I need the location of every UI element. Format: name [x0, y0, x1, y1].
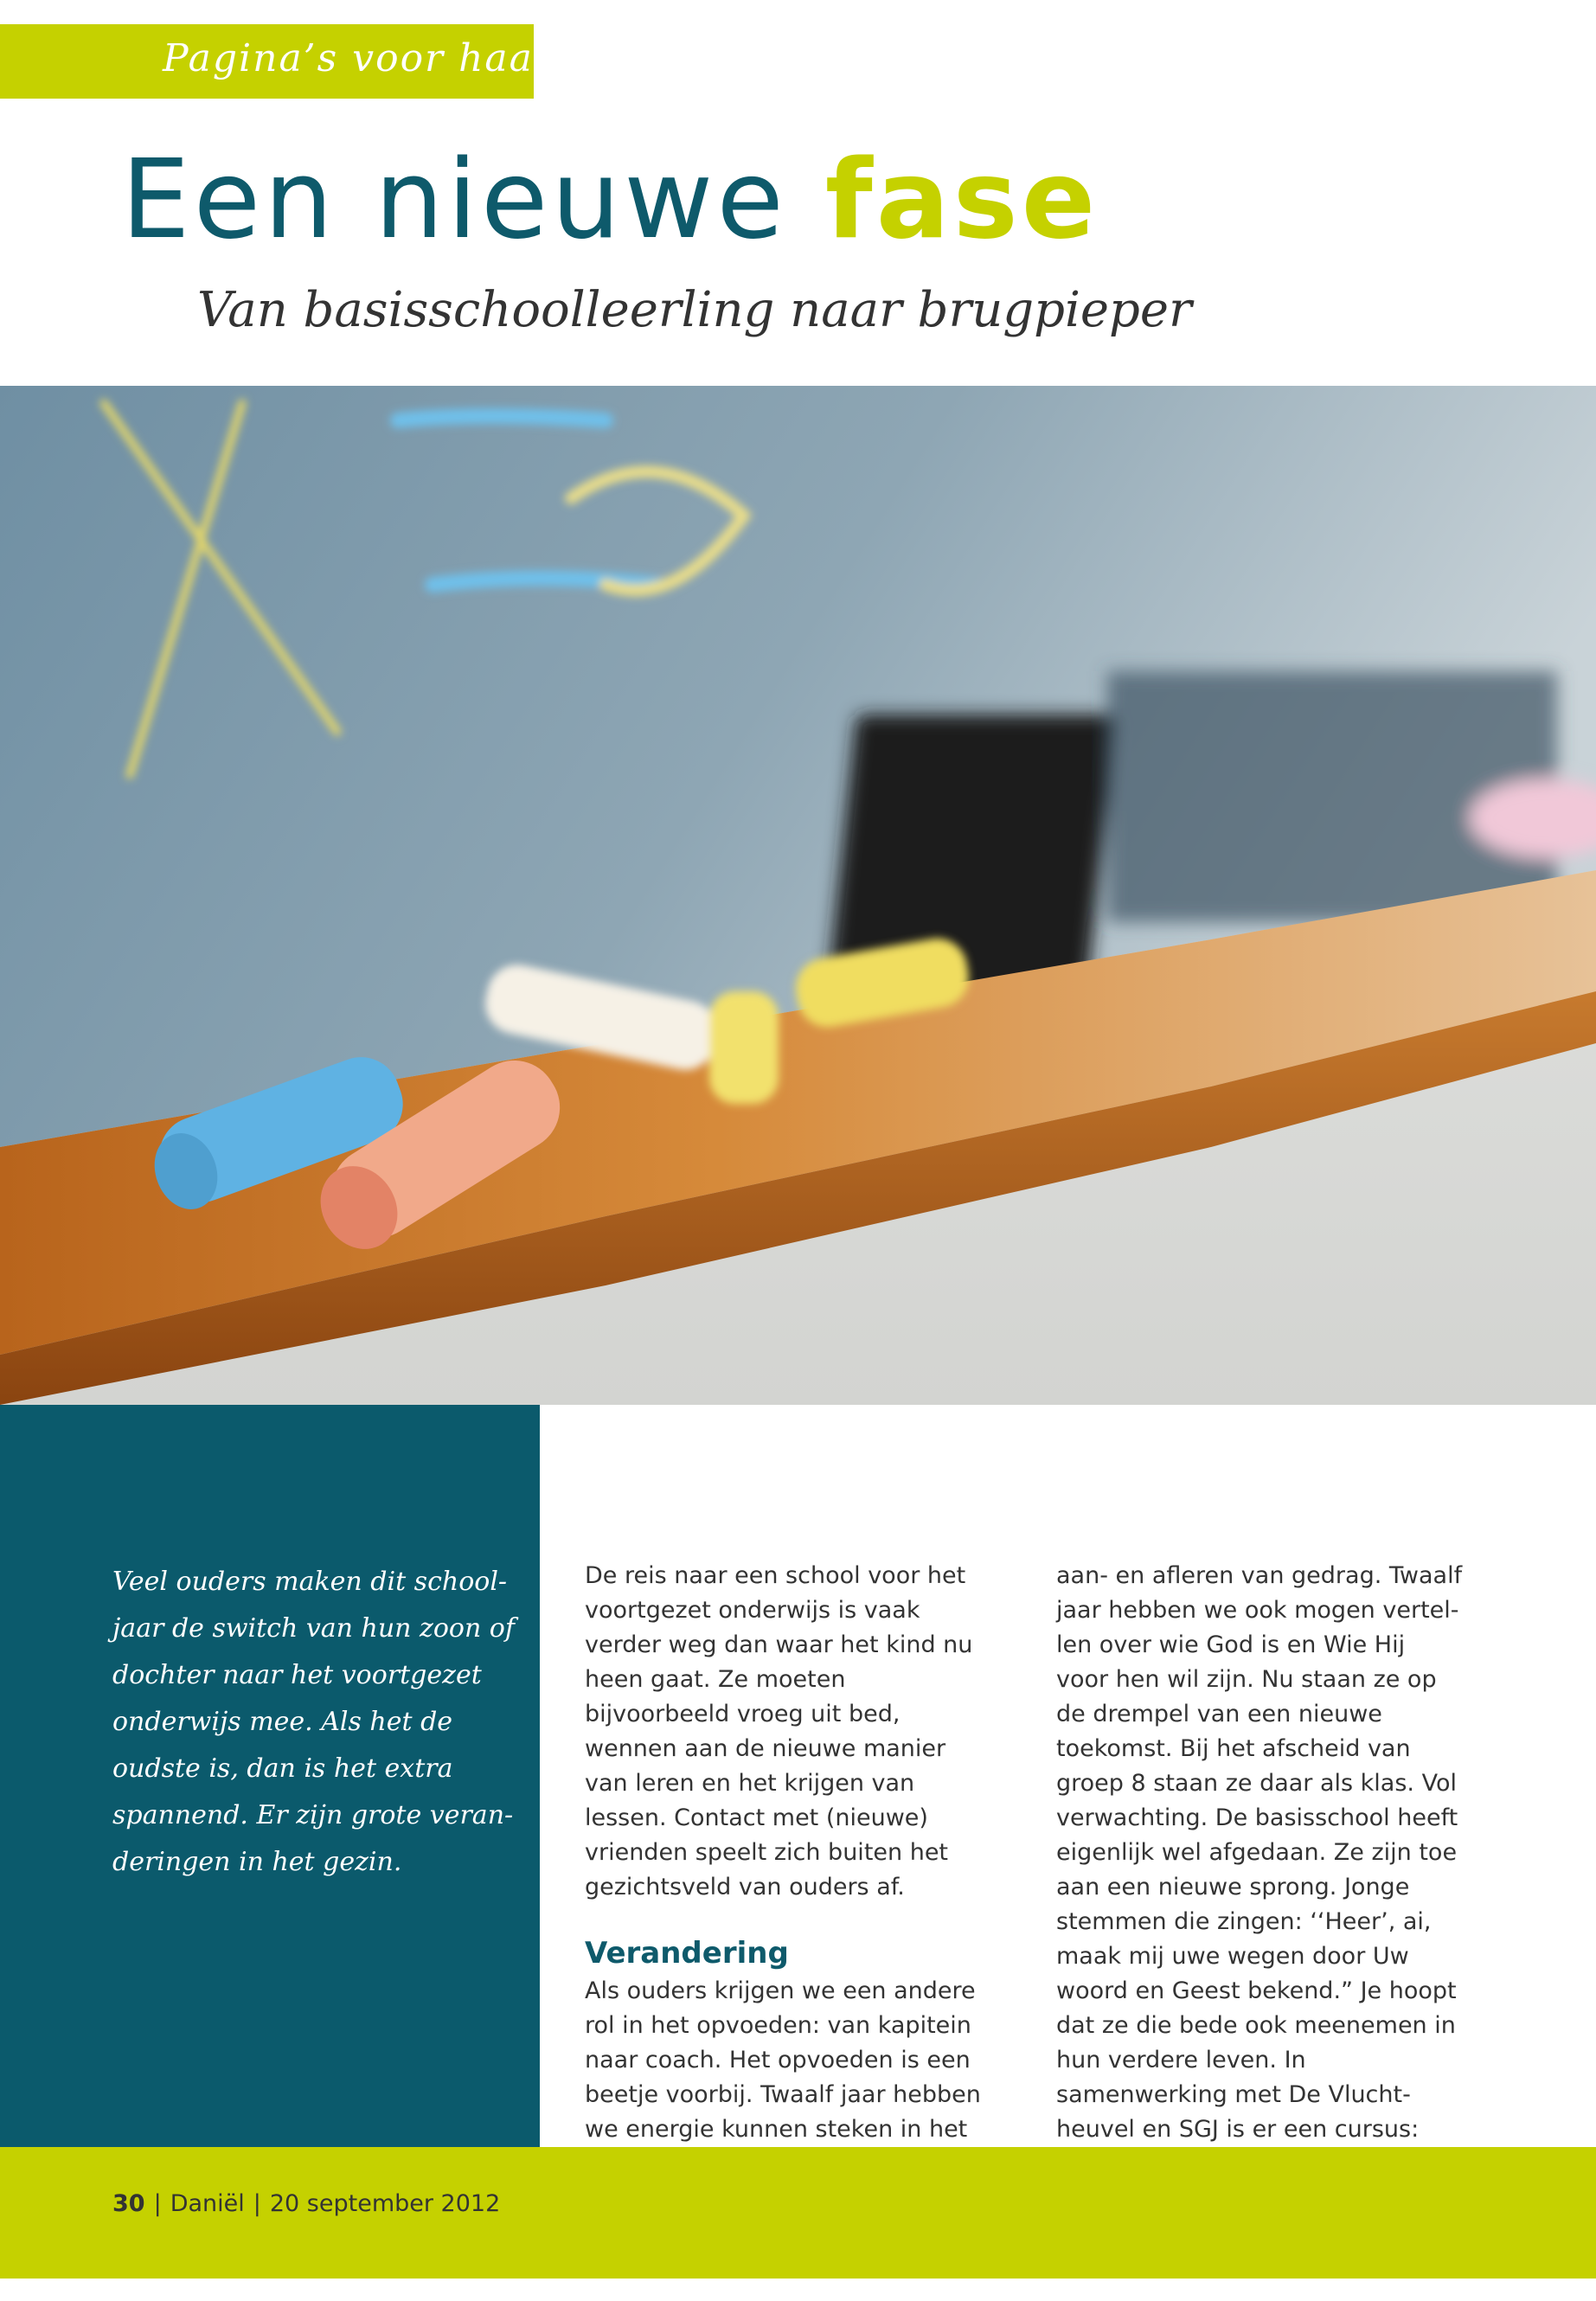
article-paragraph: Als ouders krijgen we een andere rol in het opvoeden: van kapitein naar coach. Het opvoeden is een beetje voorbij. Twaalf jaar hebben we energie kunnen steken in het [585, 1977, 981, 2143]
intro-text [112, 1559, 519, 1886]
intro-paragraph: Veel ouders maken dit schooljaar de switch van hun zoon of dochter naar het voortgezet onderwijs mee. Als het de oudste is, dan is het extra spannend. Er zijn grote veranderingen in het gezin. [112, 1567, 515, 1877]
article-column-1 [585, 1559, 991, 2147]
page-title [121, 136, 1099, 263]
page-number: 30 [112, 2190, 145, 2217]
title-plain: Een nieuwe [121, 136, 825, 263]
article-paragraph: De reis naar een school voor het voortgezet onderwijs is vaak verder weg dan waar het kind nu heen gaat. Ze moeten bijvoorbeeld vroeg uit bed, wennen aan de nieuwe manier van leren en het krijgen van lessen. Contact met (nieuwe) vrienden speelt zich buiten het gezichtsveld van ouders af. [585, 1562, 973, 1900]
chalkboard-photo [0, 386, 1596, 1405]
issue-date: 20 september 2012 [269, 2190, 501, 2217]
footer-separator: | [253, 2190, 261, 2217]
article-column-2 [1056, 1559, 1463, 2147]
intro-sidebar [0, 1405, 540, 2147]
section-label-tab [0, 24, 554, 99]
magazine-name: Daniël [170, 2190, 245, 2217]
section-label: Pagina’s voor haar [163, 36, 554, 80]
article-paragraph: aan- en afleren van gedrag. Twaalf jaar hebben we ook mogen vertellen over wie God is en Wie Hij voor hen wil zijn. Nu staan ze op de drempel van een nieuwe toekomst. Bij het afscheid van groep 8 staan ze daar als klas. Vol verwachting. De basisschool heeft eigenlijk wel afgedaan. Ze zijn toe aan een nieuwe sprong. Jonge stemmen die zingen: ‘‘Heer’, ai, maak mij uwe wegen door Uw woord en Geest bekend.” Je hoopt dat ze die bede ook meenemen in hun verdere leven. In samenwerking met De Vluchtheuvel en SGJ is er een cursus: [1056, 1562, 1463, 2143]
title-accent: fase [824, 136, 1099, 263]
page-footer [0, 2147, 1596, 2279]
page-subtitle: Van basisschoolleerling naar brugpieper [197, 282, 1192, 338]
footer-separator: | [153, 2190, 162, 2217]
footer-text [112, 2190, 500, 2217]
section-heading: Verandering [585, 1936, 789, 1971]
